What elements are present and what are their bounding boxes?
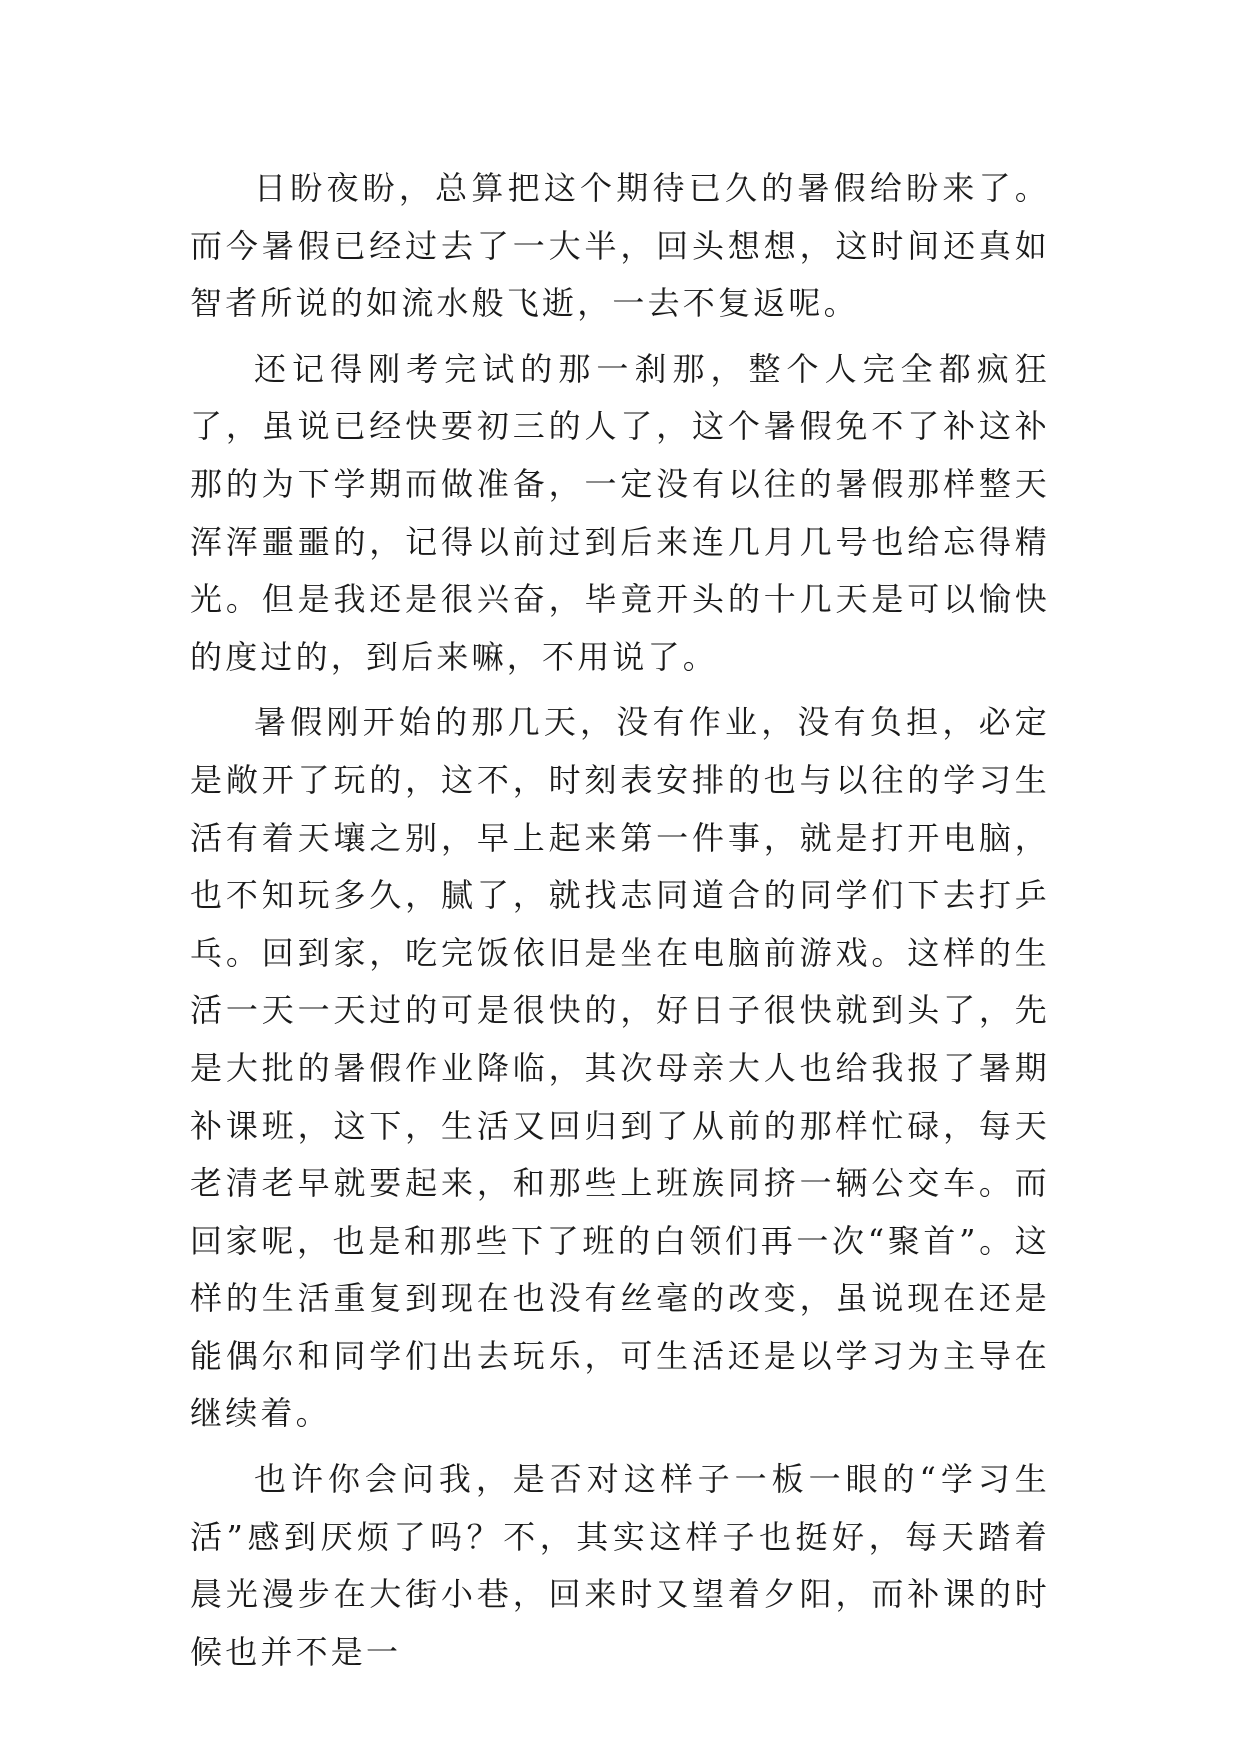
document-page xyxy=(190,160,1050,1689)
paragraph-2: 还记得刚考完试的那一刹那，整个人完全都疯狂了，虽说已经快要初三的人了，这个暑假免不了补这补那的为下学期而做准备，一定没有以往的暑假那样整天浑浑噩噩的，记得以前过到后来连几月几号也给忘得精光。但是我还是很兴奋，毕竟开头的十几天是可以愉快的度过的，到后来嘛，不用说了。 xyxy=(190,349,1050,676)
paragraph-1: 日盼夜盼，总算把这个期待已久的暑假给盼来了。而今暑假已经过去了一大半，回头想想，这时间还真如智者所说的如流水般飞逝，一去不复返呢。 xyxy=(190,169,1050,323)
paragraph-4: 也许你会问我，是否对这样子一板一眼的“学习生活”感到厌烦了吗？不，其实这样子也挺好，每天踏着晨光漫步在大街小巷，回来时又望着夕阳，而补课的时候也并不是一 xyxy=(190,1460,1050,1671)
paragraph-3: 暑假刚开始的那几天，没有作业，没有负担，必定是敞开了玩的，这不，时刻表安排的也与以往的学习生活有着天壤之别，早上起来第一件事，就是打开电脑，也不知玩多久，腻了，就找志同道合的同学们下去打乒乓。回到家，吃完饭依旧是坐在电脑前游戏。这样的生活一天一天过的可是很快的，好日子很快就到头了，先是大批的暑假作业降临，其次母亲大人也给我报了暑期补课班，这下，生活又回归到了从前的那样忙碌，每天老清老早就要起来，和那些上班族同挤一辆公交车。而回家呢，也是和那些下了班的白领们再一次“聚首”。这样的生活重复到现在也没有丝毫的改变，虽说现在还是能偶尔和同学们出去玩乐，可生活还是以学习为主导在继续着。 xyxy=(190,703,1050,1433)
